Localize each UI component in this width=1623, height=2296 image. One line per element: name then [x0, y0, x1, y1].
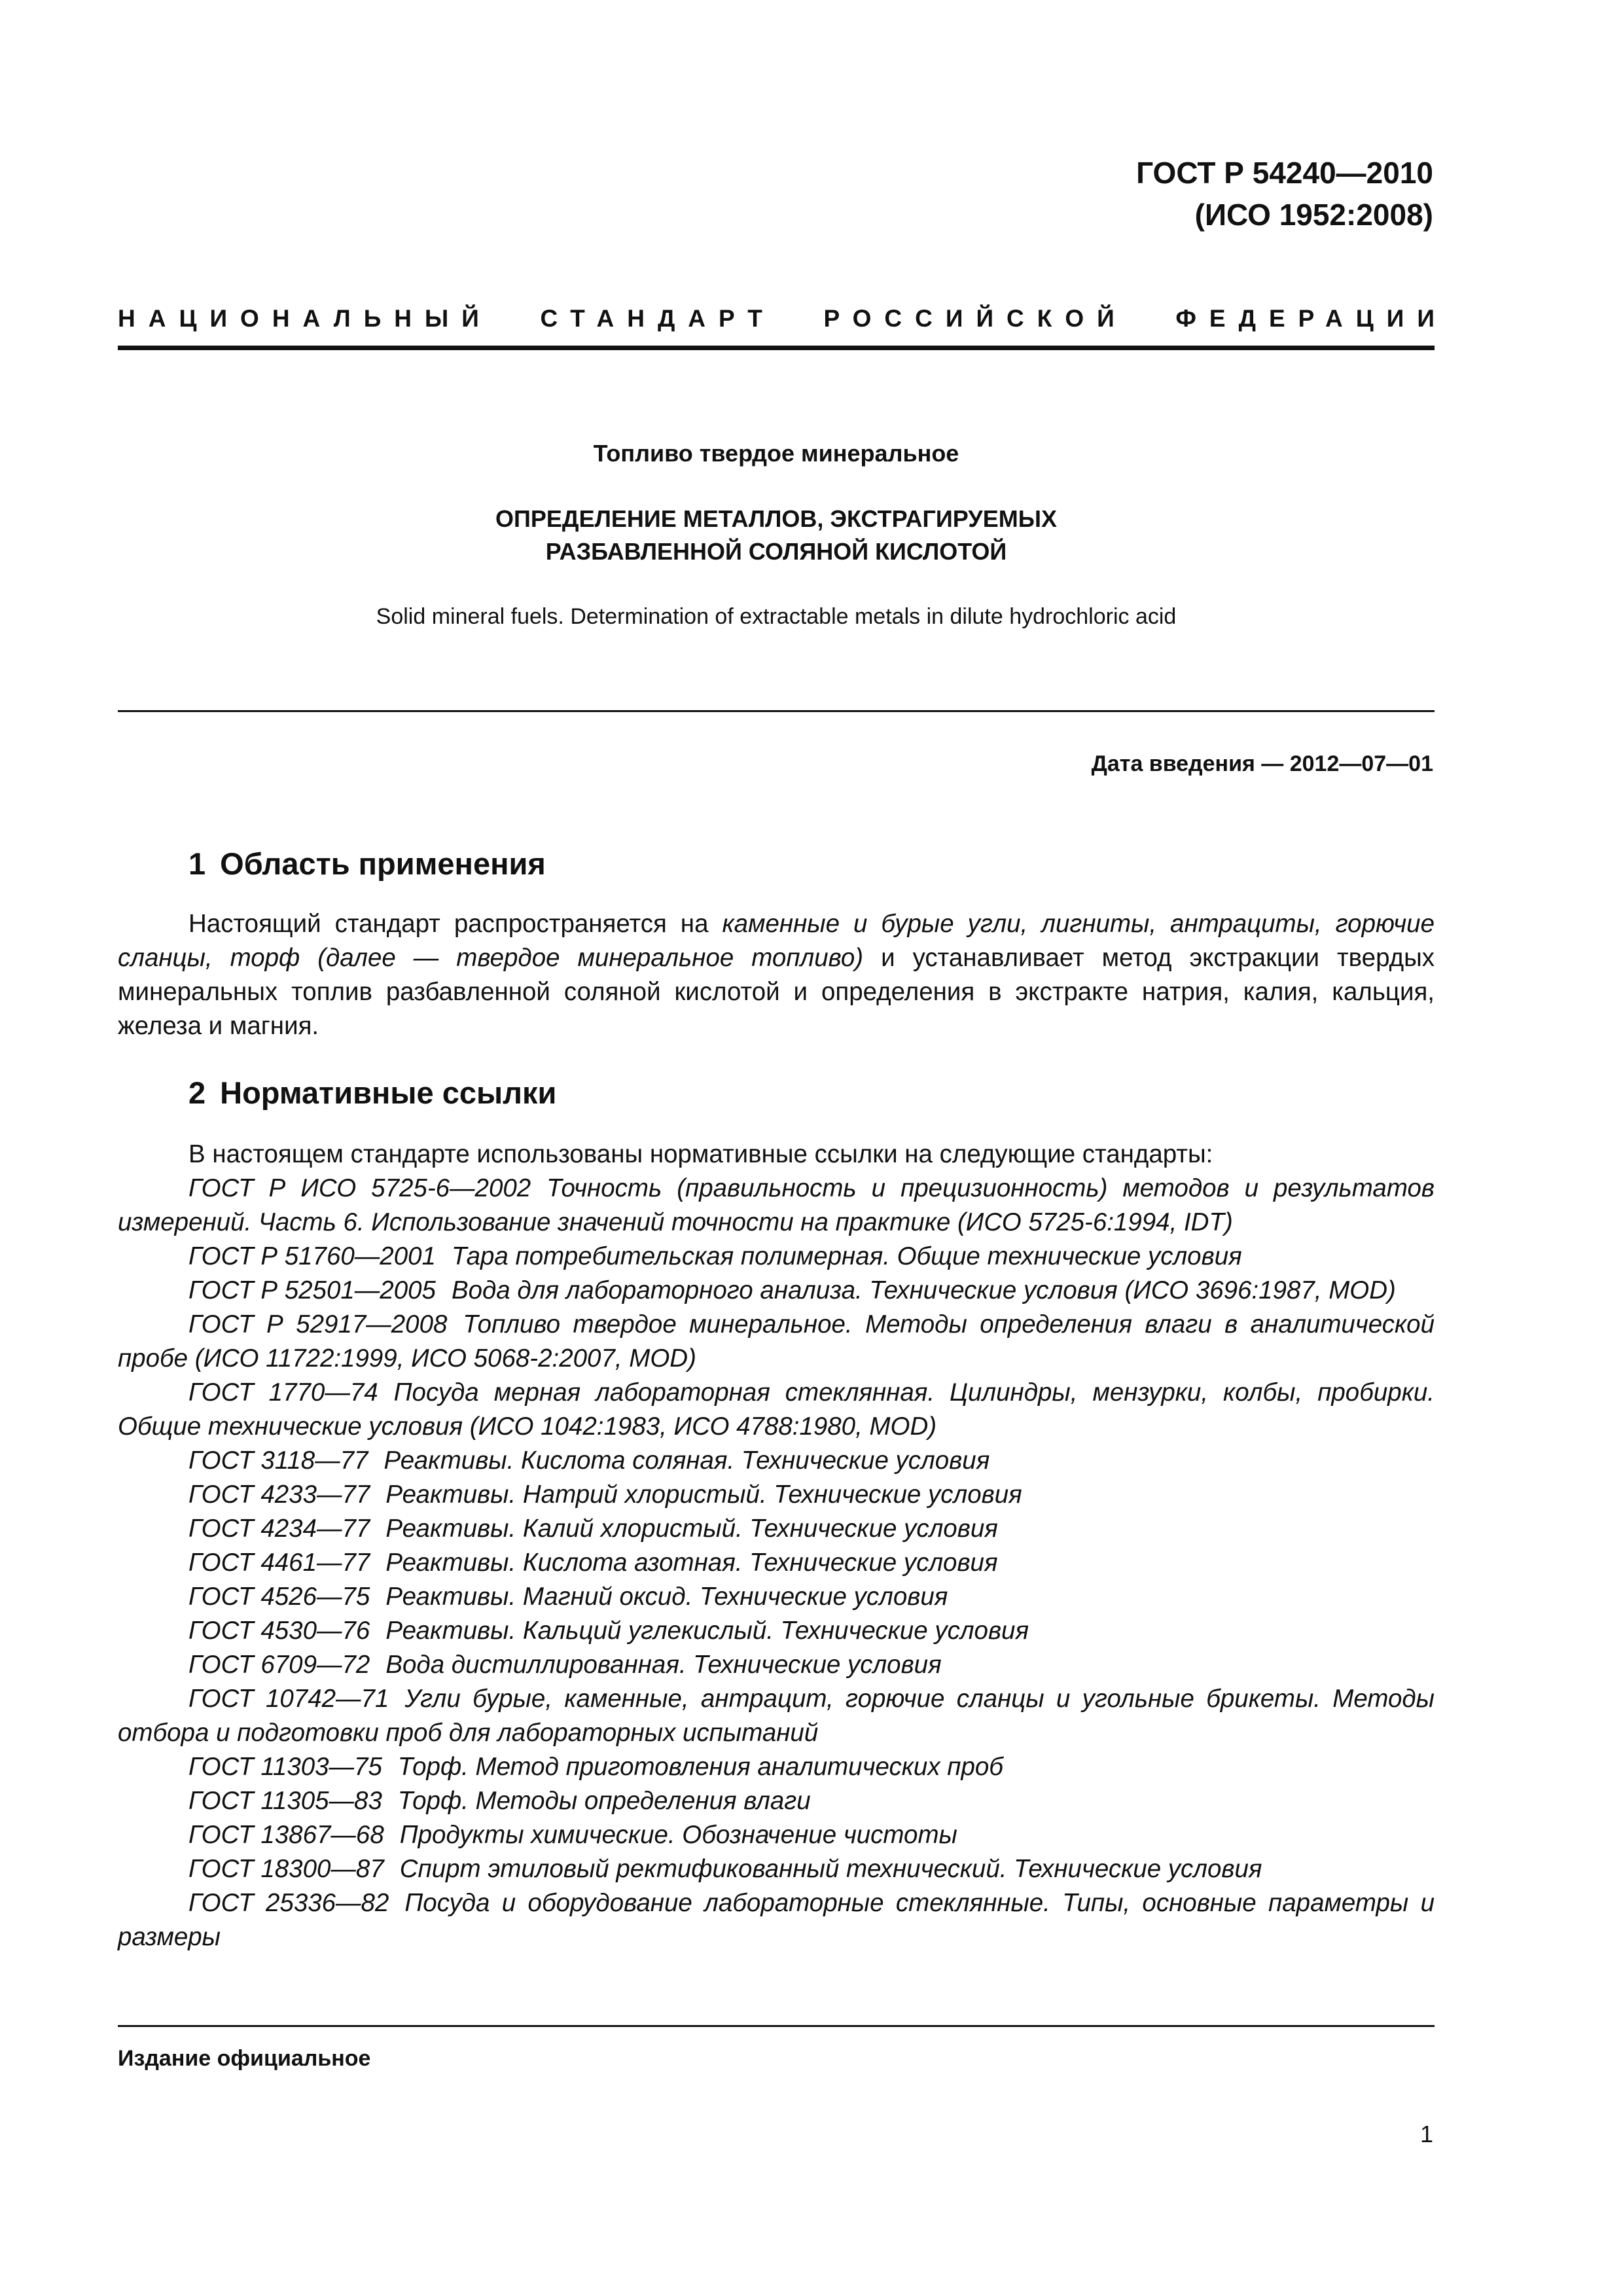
- reference-title: Тара потребительская полимерная. Общие технические условия: [451, 1242, 1242, 1270]
- reference-item: [118, 1750, 1435, 1784]
- section-number: 2: [188, 1075, 206, 1110]
- title-rule: [118, 710, 1435, 712]
- reference-code: ГОСТ 4526—75: [188, 1583, 370, 1611]
- reference-code: ГОСТ 10742—71: [188, 1685, 389, 1713]
- reference-title: Реактивы. Магний оксид. Технические условия: [385, 1583, 948, 1611]
- reference-title: Реактивы. Кислота азотная. Технические условия: [385, 1549, 998, 1577]
- page-number: 1: [1419, 2121, 1433, 2147]
- reference-code: ГОСТ 6709—72: [188, 1651, 370, 1679]
- document-subtitle: Топливо твердое минеральное: [593, 440, 959, 467]
- section-title: Нормативные ссылки: [220, 1075, 557, 1110]
- reference-code: ГОСТ 4234—77: [188, 1515, 370, 1543]
- reference-title: Торф. Методы определения влаги: [397, 1787, 811, 1815]
- reference-code: ГОСТ 1770—74: [188, 1378, 378, 1407]
- reference-item: [118, 1852, 1435, 1886]
- reference-code: ГОСТ Р ИСО 5725-6—2002: [188, 1174, 531, 1202]
- footer-rule: [118, 2025, 1435, 2027]
- reference-item: [118, 1580, 1435, 1614]
- reference-code: ГОСТ 4530—76: [188, 1617, 370, 1645]
- banner-word: СТАНДАРТ: [540, 305, 776, 332]
- banner-word: РОССИЙСКОЙ: [823, 305, 1128, 332]
- english-title: Solid mineral fuels. Determination of extractable metals in dilute hydrochloric acid: [376, 604, 1177, 629]
- reference-code: ГОСТ Р 52917—2008: [188, 1310, 448, 1338]
- reference-title: Вода для лабораторного анализа. Технические условия (ИСО 3696:1987, MOD): [451, 1276, 1396, 1304]
- document-title: [118, 503, 1435, 568]
- reference-item: [118, 1614, 1435, 1648]
- section-number: 1: [188, 846, 206, 881]
- reference-item: [118, 1784, 1435, 1818]
- reference-code: ГОСТ 11303—75: [188, 1753, 382, 1781]
- standard-number: ГОСТ Р 54240—2010: [1136, 156, 1433, 190]
- reference-item: [118, 1478, 1435, 1512]
- banner-rule: [118, 346, 1435, 350]
- reference-code: ГОСТ Р 51760—2001: [188, 1242, 436, 1270]
- reference-title: Реактивы. Кальций углекислый. Технические условия: [385, 1617, 1029, 1645]
- title-line: ОПРЕДЕЛЕНИЕ МЕТАЛЛОВ, ЭКСТРАГИРУЕМЫХ: [495, 505, 1057, 532]
- reference-title: Угли бурые, каменные, антрацит, горючие сланцы и угольные брикеты. Методы отбора и подготовки проб для лабораторных испытаний: [118, 1685, 1435, 1747]
- introduction-date: Дата введения — 2012—07—01: [1091, 751, 1433, 776]
- normative-references: [118, 1138, 1435, 1954]
- reference-title: Реактивы. Калий хлористый. Технические условия: [385, 1515, 998, 1543]
- reference-code: ГОСТ 13867—68: [188, 1821, 384, 1849]
- reference-code: ГОСТ 3118—77: [188, 1446, 368, 1475]
- reference-title: Реактивы. Кислота соляная. Технические условия: [383, 1446, 990, 1475]
- paragraph-emphasis: каменные и бурые угли, лигниты, антрациты, горючие сланцы, торф (далее — твердое минеральное топливо): [118, 910, 1435, 972]
- national-standard-banner: [118, 302, 1448, 335]
- references-lead: В настоящем стандарте использованы нормативные ссылки на следующие стандарты:: [188, 1140, 1213, 1168]
- reference-title: Продукты химические. Обозначение чистоты: [399, 1821, 957, 1849]
- reference-title: Посуда и оборудование лабораторные стеклянные. Типы, основные параметры и размеры: [118, 1889, 1435, 1951]
- section-1-heading: [188, 844, 546, 884]
- reference-item: [118, 1172, 1435, 1240]
- reference-item: [118, 1818, 1435, 1852]
- reference-code: ГОСТ Р 52501—2005: [188, 1276, 436, 1304]
- reference-item: [118, 1444, 1435, 1478]
- reference-title: Вода дистиллированная. Технические условия: [385, 1651, 942, 1679]
- section-title: Область применения: [220, 846, 546, 881]
- official-edition-label: Издание официальное: [118, 2046, 371, 2071]
- reference-code: ГОСТ 11305—83: [188, 1787, 382, 1815]
- reference-code: ГОСТ 4233—77: [188, 1480, 370, 1509]
- title-line: РАЗБАВЛЕННОЙ СОЛЯНОЙ КИСЛОТОЙ: [545, 538, 1007, 565]
- reference-code: ГОСТ 4461—77: [188, 1549, 370, 1577]
- reference-title: Спирт этиловый ректификованный технический. Технические условия: [399, 1855, 1262, 1883]
- reference-title: Топливо твердое минеральное. Методы определения влаги в аналитической пробе (ИСО 11722:1999, ИСО 5068-2:2007, MOD): [118, 1310, 1435, 1372]
- reference-item: [118, 1376, 1435, 1444]
- reference-item: [118, 1512, 1435, 1546]
- reference-title: Реактивы. Натрий хлористый. Технические условия: [385, 1480, 1022, 1509]
- reference-code: ГОСТ 18300—87: [188, 1855, 384, 1883]
- banner-word: НАЦИОНАЛЬНЫЙ: [118, 305, 492, 332]
- standard-designation: [1136, 152, 1433, 236]
- reference-title: Торф. Метод приготовления аналитических проб: [397, 1753, 1003, 1781]
- reference-code: ГОСТ 25336—82: [188, 1889, 389, 1917]
- iso-equivalent: (ИСО 1952:2008): [1194, 198, 1433, 232]
- reference-item: [118, 1682, 1435, 1750]
- reference-item: [118, 1274, 1435, 1308]
- paragraph-text: и устанавливает метод экстракции твердых минеральных топлив разбавленной соляной кислотой и определения в экстракте натрия, калия, кальция, железа и магния.: [118, 944, 1435, 1040]
- section-1-paragraph: [118, 907, 1435, 1043]
- paragraph-text: Настоящий стандарт распространяется на: [188, 910, 722, 938]
- reference-item: [118, 1886, 1435, 1954]
- section-2-heading: [188, 1073, 556, 1113]
- reference-item: [118, 1546, 1435, 1580]
- reference-item: [118, 1240, 1435, 1274]
- reference-title: Точность (правильность и прецизионность) методов и результатов измерений. Часть 6. Использование значений точности на практике (ИСО 5725-6:1994, IDT): [118, 1174, 1435, 1236]
- reference-title: Посуда мерная лабораторная стеклянная. Цилиндры, мензурки, колбы, пробирки. Общие технические условия (ИСО 1042:1983, ИСО 4788:1980, MOD): [118, 1378, 1435, 1441]
- reference-item: [118, 1308, 1435, 1376]
- reference-list: [118, 1172, 1435, 1954]
- reference-item: [118, 1648, 1435, 1682]
- banner-word: ФЕДЕРАЦИИ: [1175, 305, 1448, 332]
